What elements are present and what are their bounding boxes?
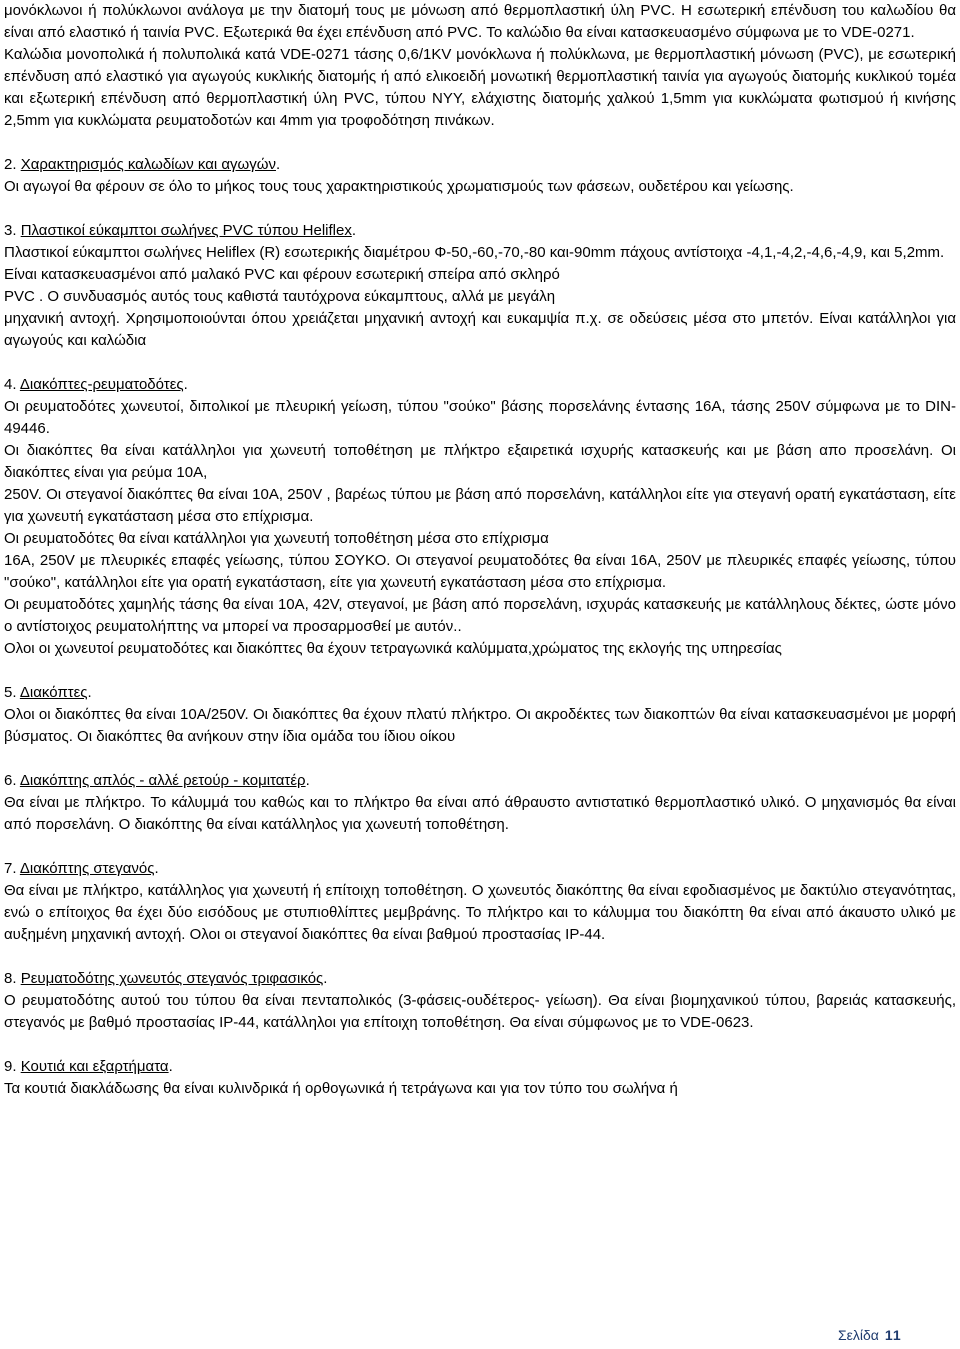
section-heading: 4. Διακόπτες-ρευματοδότες. (4, 376, 188, 393)
section-paragraph: 16Α, 250V με πλευρικές επαφές γείωσης, τύπου ΣΟΥΚΟ. Οι στεγανοί ρευματοδότες θα είναι 16Α, 250V με πλευρικές επαφές γείωσης, τύπου "σούκο", κατάλληλοι είτε για ορατή εγκατάσταση, είτε για χωνευτή εγκατάσταση μέσα στο επίχρισμα. (4, 552, 956, 591)
section-heading: 7. Διακόπτης στεγανός. (4, 860, 159, 877)
section-title: Πλαστικοί εύκαμπτοι σωλήνες PVC τύπου Heliflex (20, 222, 352, 239)
page-number: 11 (884, 1327, 902, 1343)
section-paragraph: Ολοι οι διακόπτες θα είναι 10Α/250V. Οι διακόπτες θα έχουν πλατύ πλήκτρο. Οι ακροδέκτες των διακοπτών θα είναι κατασκευασμένοι με μορφή βύσματος. Οι διακόπτες θα ανήκουν στην ίδια ομάδα του ίδιου οίκου (4, 706, 956, 745)
section-title: Διακόπτες (19, 684, 88, 701)
section-paragraph: 250V. Οι στεγανοί διακόπτες θα είναι 10Α, 250V , βαρέως τύπου με βάση από πορσελάνη, κατάλληλοι είτε για στεγανή ορατή εγκατάσταση, είτε για χωνευτή εγκατάσταση μέσα στο επίχρισμα. (4, 486, 956, 525)
section-paragraph: Τα κουτιά διακλάδωσης θα είναι κυλινδρικά ή ορθογωνικά ή τετράγωνα και για τον τύπο του σωλήνα ή (4, 1080, 678, 1097)
section-title: Κουτιά και εξαρτήματα (20, 1058, 169, 1075)
section-number: 9. (4, 1058, 17, 1075)
section-paragraph: Ολοι οι χωνευτοί ρευματοδότες και διακόπτες θα έχουν τετραγωνικά καλύμματα,χρώματος της εκλογής της υπηρεσίας (4, 640, 782, 657)
section-paragraph: Οι αγωγοί θα φέρουν σε όλο το μήκος τους τους χαρακτηριστικούς χρωματισμούς των φάσεων, ουδετέρου και γείωσης. (4, 178, 794, 195)
section-number: 2. (4, 156, 17, 173)
section-number: 3. (4, 222, 17, 239)
section-number: 4. (4, 376, 17, 393)
section-heading: 3. Πλαστικοί εύκαμπτοι σωλήνες PVC τύπου Heliflex. (4, 222, 357, 239)
section-heading: 6. Διακόπτης απλός - αλλέ ρετούρ - κομιτατέρ. (4, 772, 310, 789)
section-paragraph: Οι διακόπτες θα είναι κατάλληλοι για χωνευτή τοποθέτηση με πλήκτρο εξαιρετικά ισχυρής κατασκευής και με βάση απο προσελάνη. Οι διακόπτες είναι για ρεύμα 10Α, (4, 442, 956, 481)
page-label: Σελίδα (838, 1327, 879, 1343)
section-paragraph: Οι ρευματοδότες χωνευτοί, διπολικοί με πλευρική γείωση, τύπου "σούκο" βάσης πορσελάνης έντασης 16Α, τάσης 250V σύμφωνα με το DIN-49446. (4, 398, 956, 437)
section-paragraph: Είναι κατασκευασμένοι από μαλακό PVC και φέρουν εσωτερική σπείρα από σκληρό (4, 266, 560, 283)
section-title: Διακόπτης στεγανός (19, 860, 155, 877)
section-number: 8. (4, 970, 17, 987)
intro-paragraph-1: μονόκλωνοι ή πολύκλωνοι ανάλογα με την διατομή τους με μόνωση από θερμοπλαστική ύλη PVC. Η εσωτερική επένδυση του καλωδίου θα είναι από ελαστικό ή ταινία PVC. Εξωτερικά θα έχει επένδυση από PVC. Το καλώδιο θα είναι κατασκευασμένο σύμφωνα με το VDE-0271. (4, 2, 956, 41)
section-number: 5. (4, 684, 17, 701)
section-number: 7. (4, 860, 17, 877)
section-title: Χαρακτηρισμός καλωδίων και αγωγών (20, 156, 276, 173)
section-paragraph: Θα είναι με πλήκτρο, κατάλληλος για χωνευτή ή επίτοιχη τοποθέτηση. Ο χωνευτός διακόπτης θα είναι εφοδιασμένος με δακτύλιο στεγανότητας, ενώ ο επίτοιχος θα έχει δύο εισόδους με στυπιοθλίπτες μεμβράνης. Το πλήκτρο και το κάλυμμα του διακόπτη θα είναι από άκαυστο υλικό με αυξημένη μηχανική αντοχή. Ολοι οι στεγανοί διακόπτες θα είναι βαθμού προστασίας IP-44. (4, 882, 956, 943)
section-paragraph: PVC . Ο συνδυασμός αυτός τους καθιστά ταυτόχρονα εύκαμπτους, αλλά με μεγάλη (4, 288, 556, 305)
intro-paragraph-2: Καλώδια μονοπολικά ή πολυπολικά κατά VDE-0271 τάσης 0,6/1KV μονόκλωνα ή πολύκλωνα, με θερμοπλαστική μόνωση (PVC), με εσωτερική επένδυση από ελαστικό για αγωγούς κυκλικής διατομής ή από ελικοειδή μονωτική θερμοπλαστική ταινία για αγωγούς διατομής κυκλικού τομέα και εξωτερική επένδυση από θερμοπλαστική ύλη PVC, τύπου NYY, ελάχιστης διατομής χαλκού 1,5mm για κυκλώματα φωτισμού ή κινήσης 2,5mm για κυκλώματα ρευματοδοτών και 4mm για τροφοδότηση πινάκων. (4, 46, 956, 129)
section-number: 6. (4, 772, 17, 789)
section-heading: 8. Ρευματοδότης χωνευτός στεγανός τριφασικός. (4, 970, 328, 987)
sections (4, 154, 956, 1100)
section-paragraph: μηχανική αντοχή. Χρησιμοποιούνται όπου χρειάζεται μηχανική αντοχή και ευκαμψία π.χ. σε οδεύσεις μέσα στο μπετόν. Είναι κατάλληλοι για αγωγούς και καλώδια (4, 310, 956, 349)
section-title: Διακόπτες-ρευματοδότες (19, 376, 184, 393)
section-paragraph: Οι ρευματοδότες θα είναι κατάλληλοι για χωνευτή τοποθέτηση μέσα στο επίχρισμα (4, 530, 549, 547)
section-heading: 9. Κουτιά και εξαρτήματα. (4, 1058, 173, 1075)
section-paragraph: Ο ρευματοδότης αυτού του τύπου θα είναι πενταπολικός (3-φάσεις-ουδέτερος- γείωση). Θα είναι βιομηχανικού τύπου, βαρειάς κατασκευής, στεγανός με βαθμό προστασίας IP-44, κατάλληλοι για επίτοιχη τοποθέτηση. Θα είναι σύμφωνος με το VDE-0623. (4, 992, 956, 1031)
section-title: Διακόπτης απλός - αλλέ ρετούρ - κομιτατέρ (19, 772, 306, 789)
section-heading: 2. Χαρακτηρισμός καλωδίων και αγωγών. (4, 156, 281, 173)
page-footer (838, 1327, 902, 1343)
section-paragraph: Οι ρευματοδότες χαμηλής τάσης θα είναι 10Α, 42V, στεγανοί, με βάση από πορσελάνη, ισχυράς κατασκευής με κατάλληλους δέκτες, ώστε μόνο ο αντίστοιχος ρευματολήπτης να μπορεί να προσαρμοσθεί με αυτόν.. (4, 596, 956, 635)
section-paragraph: Θα είναι με πλήκτρο. Το κάλυμμά του καθώς και το πλήκτρο θα είναι από άθραυστο αντιστατικό θερμοπλαστικό υλικό. Ο μηχανισμός θα είναι από πορσελάνη. Ο διακόπτης θα είναι κατάλληλος για χωνευτή τοποθέτηση. (4, 794, 956, 833)
section-title: Ρευματοδότης χωνευτός στεγανός τριφασικός (20, 970, 324, 987)
section-paragraph: Πλαστικοί εύκαμπτοι σωλήνες Heliflex (R) εσωτερικής διαμέτρου Φ-50,-60,-70,-80 και-90mm πάχους αντίστοιχα -4,1,-4,2,-4,6,-4,9, και 5,2mm. (4, 244, 945, 261)
section-heading: 5. Διακόπτες. (4, 684, 92, 701)
